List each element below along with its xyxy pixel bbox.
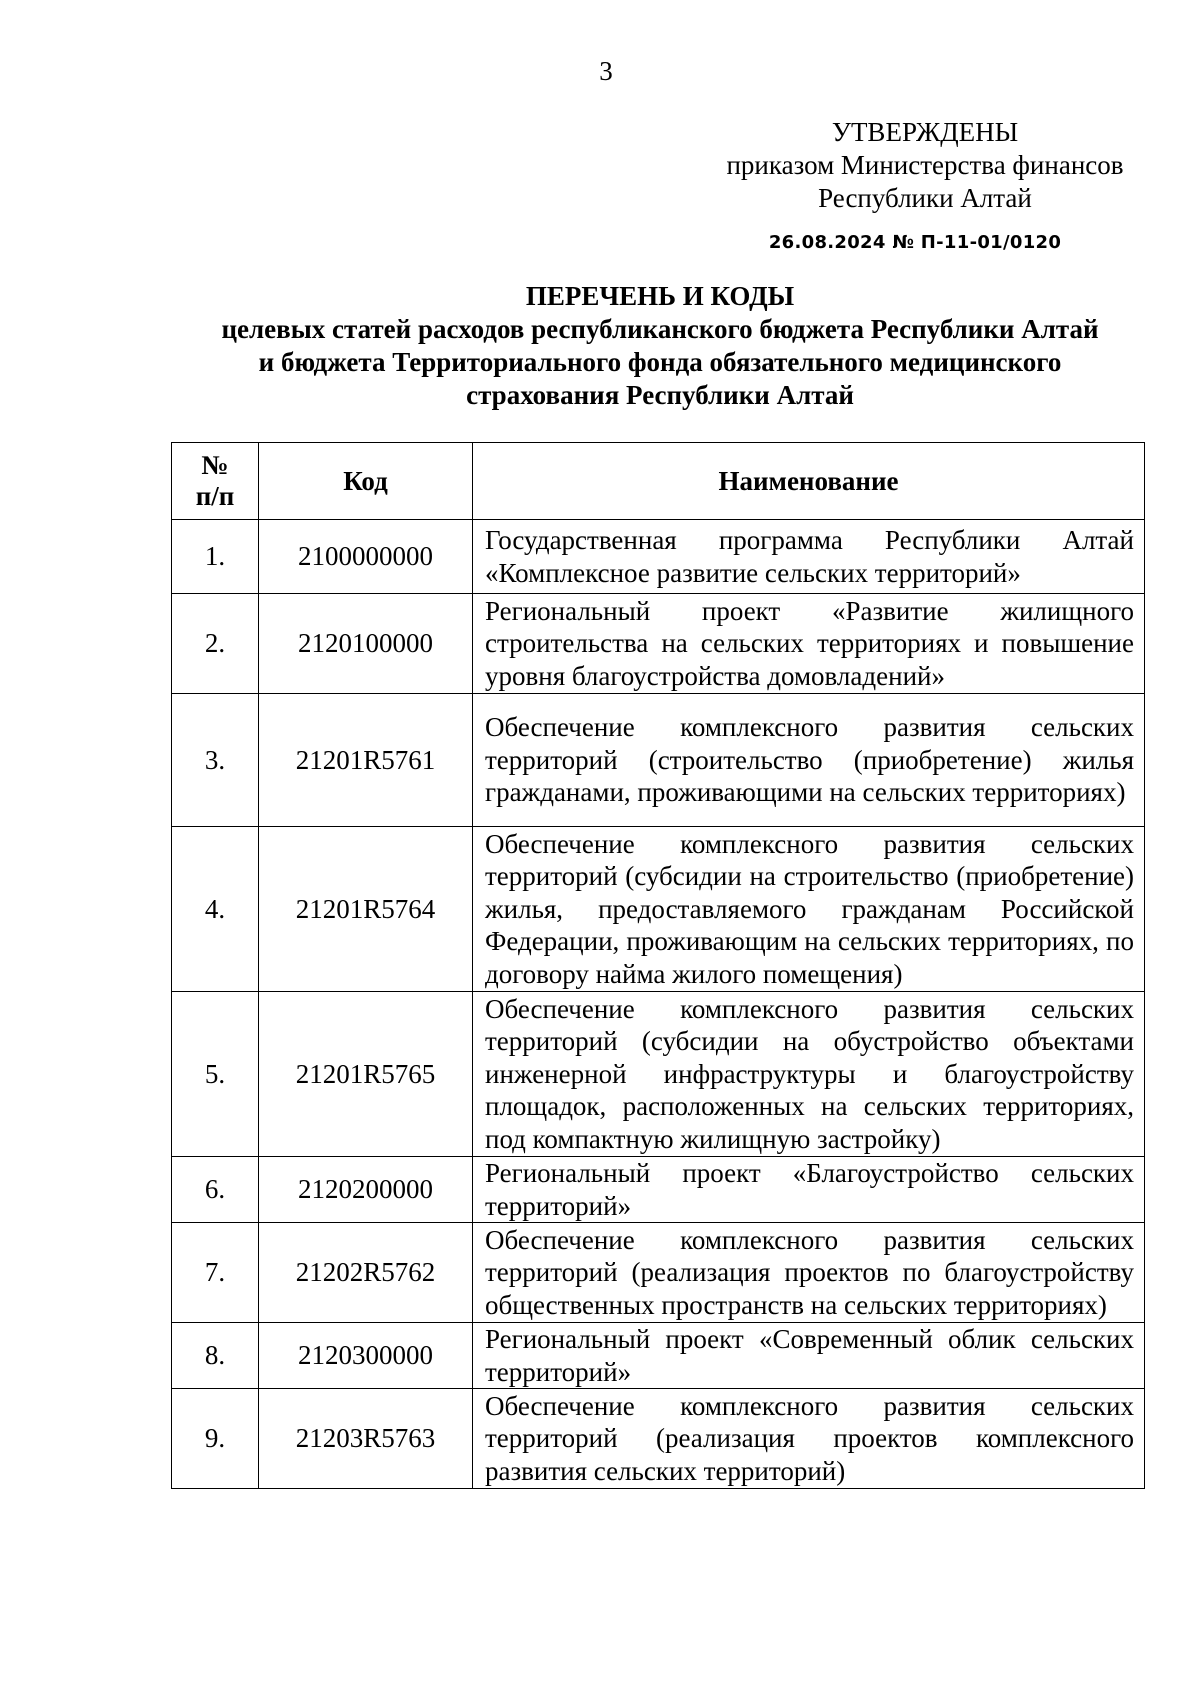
table-header-row: [172, 443, 1145, 520]
row-code: 2120100000: [259, 594, 473, 694]
row-name: Обеспечение комплексного развития сельских территорий (реализация проектов комплексного развития сельских территорий): [473, 1389, 1145, 1489]
row-number: 9.: [172, 1389, 259, 1489]
row-code: 21201R5764: [259, 827, 473, 992]
header-number: [172, 443, 259, 520]
row-number: 7.: [172, 1223, 259, 1323]
row-name: Региональный проект «Развитие жилищного строительства на сельских территориях и повышение уровня благоустройства домовладений»: [473, 594, 1145, 694]
header-code: Код: [259, 443, 473, 520]
row-code: 21203R5763: [259, 1389, 473, 1489]
row-number: 2.: [172, 594, 259, 694]
table-row: [172, 992, 1145, 1157]
row-code: 21201R5761: [259, 694, 473, 827]
row-name: Обеспечение комплексного развития сельских территорий (субсидии на строительство (приобретение) жилья, предоставляемого гражданам Российской Федерации, проживающим на сельских территориях, по договору найма жилого помещения): [473, 827, 1145, 992]
table-row: [172, 1223, 1145, 1323]
row-code: 21202R5762: [259, 1223, 473, 1323]
row-number: 3.: [172, 694, 259, 827]
table-row: [172, 1389, 1145, 1489]
approval-line-1: УТВЕРЖДЕНЫ: [831, 117, 1019, 147]
row-code: 21201R5765: [259, 992, 473, 1157]
title-line-4: страхования Республики Алтай: [466, 380, 854, 410]
approval-line-3: Республики Алтай: [818, 183, 1032, 213]
header-number-symbol: №: [201, 450, 229, 480]
title-line-3: и бюджета Территориального фонда обязательного медицинского: [258, 347, 1062, 377]
row-name: Обеспечение комплексного развития сельских территорий (строительство (приобретение) жилья гражданами, проживающими на сельских территориях): [473, 694, 1145, 827]
table-row: [172, 520, 1145, 594]
row-number: 6.: [172, 1157, 259, 1223]
row-name: Обеспечение комплексного развития сельских территорий (субсидии на обустройство объектами инженерной инфраструктуры и благоустройству площадок, расположенных на сельских территориях, под компактную жилищную застройку): [473, 992, 1145, 1157]
row-name: Региональный проект «Современный облик сельских территорий»: [473, 1323, 1145, 1389]
table-row: [172, 827, 1145, 992]
table-row: [172, 1323, 1145, 1389]
title-line-2: целевых статей расходов республиканского бюджета Республики Алтай: [221, 314, 1099, 344]
table-row: [172, 1157, 1145, 1223]
order-reference: 26.08.2024 № П-11-01/0120: [768, 232, 1062, 253]
page-number: 3: [599, 56, 613, 86]
approval-line-2: приказом Министерства финансов: [726, 150, 1124, 180]
row-name: Региональный проект «Благоустройство сельских территорий»: [473, 1157, 1145, 1223]
row-number: 1.: [172, 520, 259, 594]
document-title: [160, 280, 1160, 412]
row-number: 8.: [172, 1323, 259, 1389]
approval-stamp: [680, 116, 1170, 215]
header-number-abbr: п/п: [195, 481, 235, 511]
header-name: Наименование: [473, 443, 1145, 520]
row-number: 5.: [172, 992, 259, 1157]
table-row: [172, 694, 1145, 827]
row-name: Обеспечение комплексного развития сельских территорий (реализация проектов по благоустройству общественных пространств на сельских территориях): [473, 1223, 1145, 1323]
row-code: 2120200000: [259, 1157, 473, 1223]
codes-table: [171, 442, 1145, 1489]
row-name: Государственная программа Республики Алтай «Комплексное развитие сельских территорий»: [473, 520, 1145, 594]
row-number: 4.: [172, 827, 259, 992]
title-line-1: ПЕРЕЧЕНЬ И КОДЫ: [525, 281, 795, 311]
row-code: 2100000000: [259, 520, 473, 594]
table-row: [172, 594, 1145, 694]
row-code: 2120300000: [259, 1323, 473, 1389]
